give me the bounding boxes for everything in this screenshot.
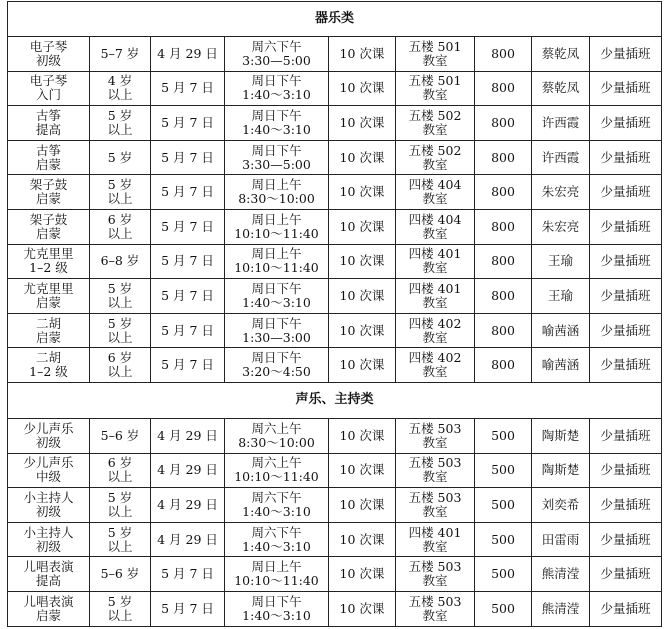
teacher-cell: 熊清滢 bbox=[532, 591, 590, 626]
age-cell: 6 岁 以上 bbox=[90, 453, 151, 488]
sessions-cell: 10 次课 bbox=[329, 522, 396, 557]
sessions-cell: 10 次课 bbox=[329, 279, 396, 314]
table-row bbox=[8, 175, 662, 210]
table-row bbox=[8, 37, 662, 72]
age-cell: 5 岁 以上 bbox=[90, 279, 151, 314]
age-cell: 5 岁 bbox=[90, 140, 151, 175]
enrollment-status-cell: 少量插班 bbox=[590, 418, 662, 453]
sessions-cell: 10 次课 bbox=[329, 37, 396, 72]
age-cell: 5 岁 以上 bbox=[90, 591, 151, 626]
start-date-cell: 5 月 7 日 bbox=[151, 591, 225, 626]
sessions-cell: 10 次课 bbox=[329, 418, 396, 453]
time-cell: 周日下午 1:40～3:10 bbox=[225, 591, 329, 626]
teacher-cell: 陶斯楚 bbox=[532, 418, 590, 453]
fee-cell: 800 bbox=[475, 106, 532, 141]
course-name-cell: 架子鼓 启蒙 bbox=[8, 175, 90, 210]
classroom-cell: 五楼 502 教室 bbox=[396, 140, 475, 175]
fee-cell: 800 bbox=[475, 313, 532, 348]
time-cell: 周日上午 10:10～11:40 bbox=[225, 557, 329, 592]
classroom-cell: 四楼 404 教室 bbox=[396, 175, 475, 210]
age-cell: 5 岁 以上 bbox=[90, 106, 151, 141]
section-title: 器乐类 bbox=[8, 2, 662, 37]
table-row bbox=[8, 279, 662, 314]
start-date-cell: 4 月 29 日 bbox=[151, 522, 225, 557]
start-date-cell: 5 月 7 日 bbox=[151, 106, 225, 141]
fee-cell: 800 bbox=[475, 209, 532, 244]
sessions-cell: 10 次课 bbox=[329, 453, 396, 488]
enrollment-status-cell: 少量插班 bbox=[590, 279, 662, 314]
classroom-cell: 五楼 501 教室 bbox=[396, 37, 475, 72]
sessions-cell: 10 次课 bbox=[329, 488, 396, 523]
start-date-cell: 5 月 7 日 bbox=[151, 279, 225, 314]
time-cell: 周日下午 3:20～4:50 bbox=[225, 348, 329, 383]
fee-cell: 500 bbox=[475, 418, 532, 453]
enrollment-status-cell: 少量插班 bbox=[590, 557, 662, 592]
teacher-cell: 喻茜涵 bbox=[532, 348, 590, 383]
time-cell: 周六下午 3:30—5:00 bbox=[225, 37, 329, 72]
classroom-cell: 四楼 402 教室 bbox=[396, 348, 475, 383]
teacher-cell: 蔡乾凤 bbox=[532, 37, 590, 72]
time-cell: 周日上午 8:30～10:00 bbox=[225, 175, 329, 210]
start-date-cell: 5 月 7 日 bbox=[151, 348, 225, 383]
age-cell: 5–6 岁 bbox=[90, 418, 151, 453]
enrollment-status-cell: 少量插班 bbox=[590, 140, 662, 175]
age-cell: 5–6 岁 bbox=[90, 557, 151, 592]
fee-cell: 800 bbox=[475, 175, 532, 210]
age-cell: 5 岁 以上 bbox=[90, 313, 151, 348]
table-row bbox=[8, 313, 662, 348]
section-header-row bbox=[8, 382, 662, 418]
course-name-cell: 儿唱表演 启蒙 bbox=[8, 591, 90, 626]
age-cell: 6 岁 以上 bbox=[90, 348, 151, 383]
table-row bbox=[8, 209, 662, 244]
table-row bbox=[8, 418, 662, 453]
teacher-cell: 许西霞 bbox=[532, 106, 590, 141]
course-name-cell: 电子琴 入门 bbox=[8, 71, 90, 106]
sessions-cell: 10 次课 bbox=[329, 313, 396, 348]
table-row bbox=[8, 522, 662, 557]
fee-cell: 800 bbox=[475, 37, 532, 72]
teacher-cell: 王瑜 bbox=[532, 279, 590, 314]
classroom-cell: 四楼 401 教室 bbox=[396, 522, 475, 557]
classroom-cell: 五楼 503 教室 bbox=[396, 488, 475, 523]
start-date-cell: 5 月 7 日 bbox=[151, 71, 225, 106]
table-row bbox=[8, 591, 662, 626]
enrollment-status-cell: 少量插班 bbox=[590, 244, 662, 279]
time-cell: 周日下午 3:30—5:00 bbox=[225, 140, 329, 175]
teacher-cell: 田雷雨 bbox=[532, 522, 590, 557]
course-name-cell: 二胡 启蒙 bbox=[8, 313, 90, 348]
course-name-cell: 架子鼓 启蒙 bbox=[8, 209, 90, 244]
enrollment-status-cell: 少量插班 bbox=[590, 488, 662, 523]
sessions-cell: 10 次课 bbox=[329, 591, 396, 626]
start-date-cell: 4 月 29 日 bbox=[151, 488, 225, 523]
enrollment-status-cell: 少量插班 bbox=[590, 591, 662, 626]
sessions-cell: 10 次课 bbox=[329, 175, 396, 210]
age-cell: 5 岁 以上 bbox=[90, 522, 151, 557]
fee-cell: 800 bbox=[475, 244, 532, 279]
age-cell: 5 岁 以上 bbox=[90, 488, 151, 523]
course-name-cell: 古筝 启蒙 bbox=[8, 140, 90, 175]
teacher-cell: 喻茜涵 bbox=[532, 313, 590, 348]
enrollment-status-cell: 少量插班 bbox=[590, 37, 662, 72]
enrollment-status-cell: 少量插班 bbox=[590, 209, 662, 244]
classroom-cell: 五楼 502 教室 bbox=[396, 106, 475, 141]
section-title: 声乐、主持类 bbox=[8, 382, 662, 418]
fee-cell: 800 bbox=[475, 71, 532, 106]
sessions-cell: 10 次课 bbox=[329, 557, 396, 592]
table-row bbox=[8, 106, 662, 141]
fee-cell: 500 bbox=[475, 522, 532, 557]
table-row bbox=[8, 557, 662, 592]
enrollment-status-cell: 少量插班 bbox=[590, 313, 662, 348]
classroom-cell: 五楼 503 教室 bbox=[396, 418, 475, 453]
fee-cell: 800 bbox=[475, 279, 532, 314]
classroom-cell: 五楼 503 教室 bbox=[396, 591, 475, 626]
course-name-cell: 电子琴 初级 bbox=[8, 37, 90, 72]
classroom-cell: 四楼 401 教室 bbox=[396, 279, 475, 314]
time-cell: 周日下午 1:40～3:10 bbox=[225, 279, 329, 314]
sessions-cell: 10 次课 bbox=[329, 348, 396, 383]
age-cell: 5–7 岁 bbox=[90, 37, 151, 72]
classroom-cell: 四楼 401 教室 bbox=[396, 244, 475, 279]
teacher-cell: 陶斯楚 bbox=[532, 453, 590, 488]
classroom-cell: 四楼 402 教室 bbox=[396, 313, 475, 348]
sessions-cell: 10 次课 bbox=[329, 71, 396, 106]
teacher-cell: 王瑜 bbox=[532, 244, 590, 279]
sessions-cell: 10 次课 bbox=[329, 209, 396, 244]
age-cell: 6–8 岁 bbox=[90, 244, 151, 279]
time-cell: 周日上午 10:10～11:40 bbox=[225, 209, 329, 244]
enrollment-status-cell: 少量插班 bbox=[590, 453, 662, 488]
table-row bbox=[8, 244, 662, 279]
fee-cell: 800 bbox=[475, 348, 532, 383]
course-table bbox=[7, 1, 662, 627]
table-row bbox=[8, 140, 662, 175]
course-name-cell: 少儿声乐 初级 bbox=[8, 418, 90, 453]
enrollment-status-cell: 少量插班 bbox=[590, 106, 662, 141]
fee-cell: 800 bbox=[475, 140, 532, 175]
time-cell: 周日上午 10:10～11:40 bbox=[225, 244, 329, 279]
age-cell: 4 岁 以上 bbox=[90, 71, 151, 106]
teacher-cell: 蔡乾凤 bbox=[532, 71, 590, 106]
teacher-cell: 刘奕希 bbox=[532, 488, 590, 523]
section-header-row bbox=[8, 2, 662, 37]
enrollment-status-cell: 少量插班 bbox=[590, 348, 662, 383]
start-date-cell: 5 月 7 日 bbox=[151, 313, 225, 348]
time-cell: 周日下午 1:30—3:00 bbox=[225, 313, 329, 348]
course-name-cell: 少儿声乐 中级 bbox=[8, 453, 90, 488]
classroom-cell: 五楼 503 教室 bbox=[396, 453, 475, 488]
time-cell: 周六下午 1:40～3:10 bbox=[225, 488, 329, 523]
table-row bbox=[8, 348, 662, 383]
sessions-cell: 10 次课 bbox=[329, 244, 396, 279]
course-name-cell: 尤克里里 1–2 级 bbox=[8, 244, 90, 279]
fee-cell: 500 bbox=[475, 453, 532, 488]
start-date-cell: 4 月 29 日 bbox=[151, 37, 225, 72]
course-name-cell: 尤克里里 启蒙 bbox=[8, 279, 90, 314]
enrollment-status-cell: 少量插班 bbox=[590, 522, 662, 557]
course-name-cell: 古筝 提高 bbox=[8, 106, 90, 141]
classroom-cell: 五楼 503 教室 bbox=[396, 557, 475, 592]
teacher-cell: 许西霞 bbox=[532, 140, 590, 175]
course-name-cell: 儿唱表演 提高 bbox=[8, 557, 90, 592]
start-date-cell: 5 月 7 日 bbox=[151, 244, 225, 279]
teacher-cell: 朱宏亮 bbox=[532, 175, 590, 210]
age-cell: 6 岁 以上 bbox=[90, 209, 151, 244]
start-date-cell: 4 月 29 日 bbox=[151, 453, 225, 488]
classroom-cell: 五楼 501 教室 bbox=[396, 71, 475, 106]
enrollment-status-cell: 少量插班 bbox=[590, 175, 662, 210]
start-date-cell: 5 月 7 日 bbox=[151, 175, 225, 210]
time-cell: 周六上午 8:30～10:00 bbox=[225, 418, 329, 453]
fee-cell: 500 bbox=[475, 591, 532, 626]
table-row bbox=[8, 71, 662, 106]
table-row bbox=[8, 453, 662, 488]
course-name-cell: 小主持人 初级 bbox=[8, 522, 90, 557]
time-cell: 周日下午 1:40～3:10 bbox=[225, 106, 329, 141]
time-cell: 周日下午 1:40～3:10 bbox=[225, 71, 329, 106]
course-name-cell: 二胡 1–2 级 bbox=[8, 348, 90, 383]
sessions-cell: 10 次课 bbox=[329, 140, 396, 175]
start-date-cell: 5 月 7 日 bbox=[151, 209, 225, 244]
sessions-cell: 10 次课 bbox=[329, 106, 396, 141]
enrollment-status-cell: 少量插班 bbox=[590, 71, 662, 106]
course-name-cell: 小主持人 初级 bbox=[8, 488, 90, 523]
teacher-cell: 熊清滢 bbox=[532, 557, 590, 592]
start-date-cell: 4 月 29 日 bbox=[151, 418, 225, 453]
table-row bbox=[8, 488, 662, 523]
classroom-cell: 四楼 404 教室 bbox=[396, 209, 475, 244]
time-cell: 周六上午 10:10～11:40 bbox=[225, 453, 329, 488]
fee-cell: 500 bbox=[475, 488, 532, 523]
teacher-cell: 朱宏亮 bbox=[532, 209, 590, 244]
table-body bbox=[8, 2, 662, 627]
age-cell: 5 岁 以上 bbox=[90, 175, 151, 210]
start-date-cell: 5 月 7 日 bbox=[151, 140, 225, 175]
start-date-cell: 5 月 7 日 bbox=[151, 557, 225, 592]
time-cell: 周六下午 1:40～3:10 bbox=[225, 522, 329, 557]
fee-cell: 500 bbox=[475, 557, 532, 592]
